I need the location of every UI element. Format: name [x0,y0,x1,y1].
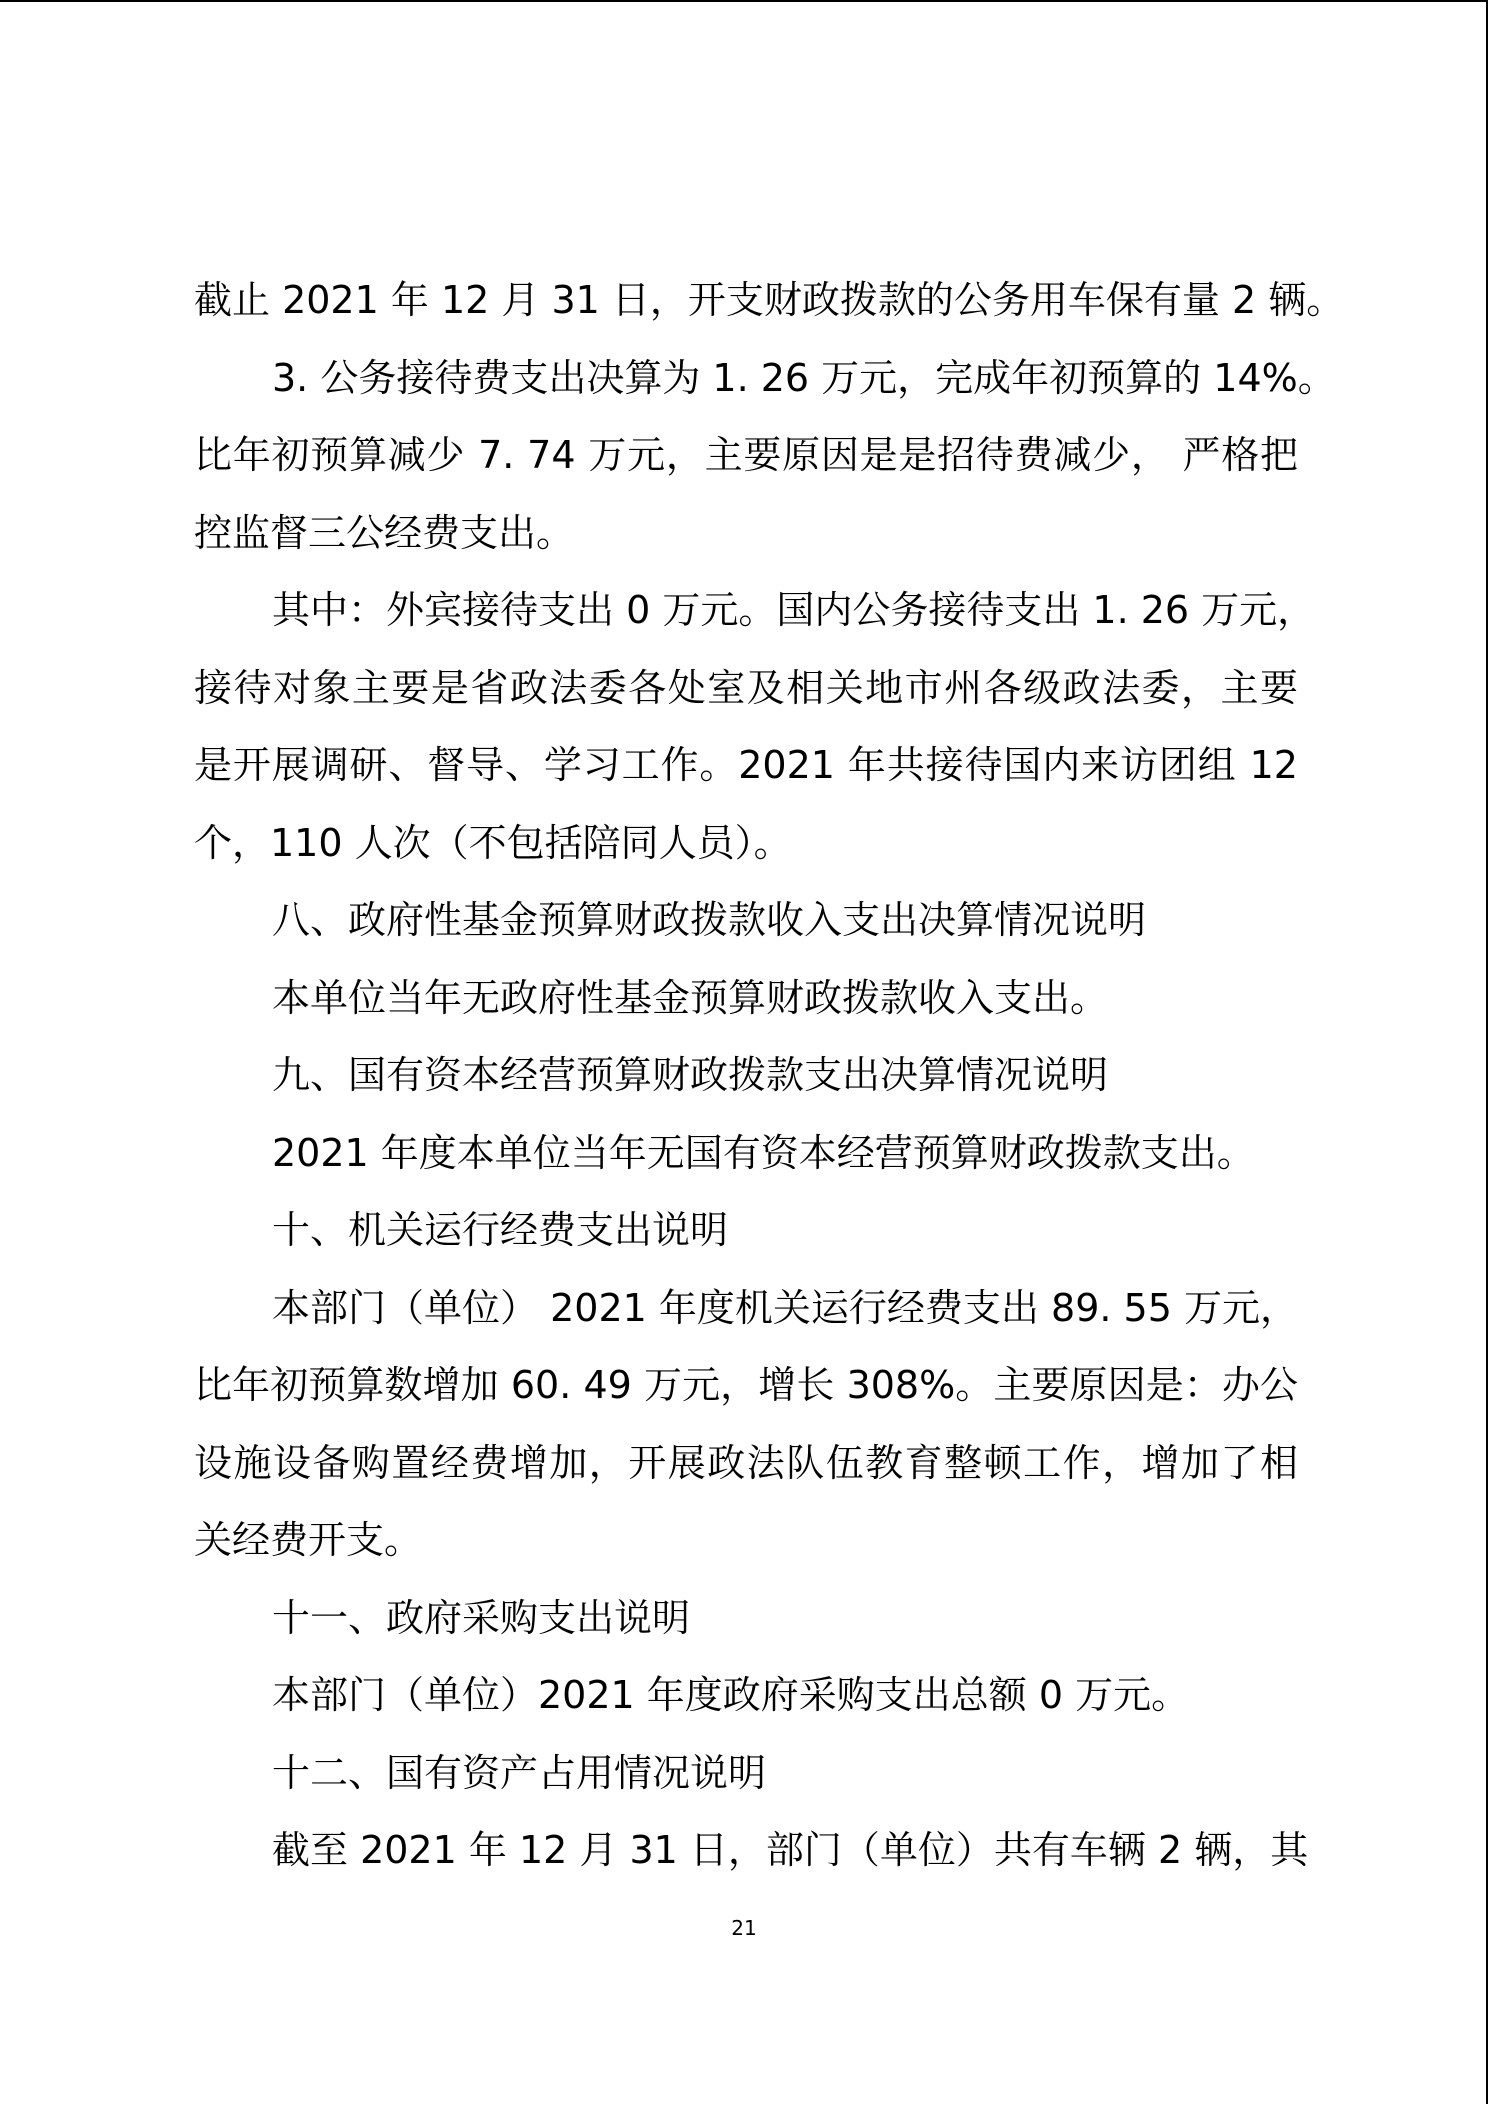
text-line: 设施设备购置经费增加，开展政法队伍教育整顿工作，增加了相 [194,1440,1298,1485]
text-line: 本单位当年无政府性基金预算财政拨款收入支出。 [272,975,1109,1020]
section-heading: 十二、国有资产占用情况说明 [272,1750,767,1795]
text-line: 截止 2021 年 12 月 31 日，开支财政拨款的公务用车保有量 2 辆。 [194,278,1345,322]
text-line: 接待对象主要是省政法委各处室及相关地市州各级政法委，主要 [194,665,1298,710]
document-body [194,262,1345,1890]
text-line: 个，110 人次（不包括陪同人员）。 [194,820,792,865]
text-line: 是开展调研、督导、学习工作。2021 年共接待国内来访团组 12 [194,743,1298,787]
text-line: 控监督三公经费支出。 [194,510,575,555]
text-line: 3. 公务接待费支出决算为 1. 26 万元，完成年初预算的 14%。 [272,355,1336,400]
text-line: 比年初预算减少 7. 74 万元，主要原因是是招待费减少， 严格把 [194,433,1298,477]
page-number: 21 [731,1916,757,1940]
section-heading: 十一、政府采购支出说明 [272,1595,691,1640]
text-line: 其中：外宾接待支出 0 万元。国内公务接待支出 1. 26 万元， [272,588,1316,632]
text-line: 截至 2021 年 12 月 31 日，部门（单位）共有车辆 2 辆，其 [272,1828,1309,1872]
page-top-border [0,0,1488,2]
text-line: 关经费开支。 [194,1518,423,1562]
text-line: 本部门（单位） 2021 年度机关运行经费支出 89. 55 万元， [272,1285,1298,1330]
section-heading: 九、国有资本经营预算财政拨款支出决算情况说明 [272,1053,1109,1097]
section-heading: 八、政府性基金预算财政拨款收入支出决算情况说明 [272,898,1147,942]
text-line: 本部门（单位）2021 年度政府采购支出总额 0 万元。 [272,1673,1190,1717]
text-line: 2021 年度本单位当年无国有资本经营预算财政拨款支出。 [272,1130,1255,1175]
text-line: 比年初预算数增加 60. 49 万元，增长 308%。主要原因是：办公 [194,1363,1298,1407]
section-heading: 十、机关运行经费支出说明 [272,1208,729,1252]
